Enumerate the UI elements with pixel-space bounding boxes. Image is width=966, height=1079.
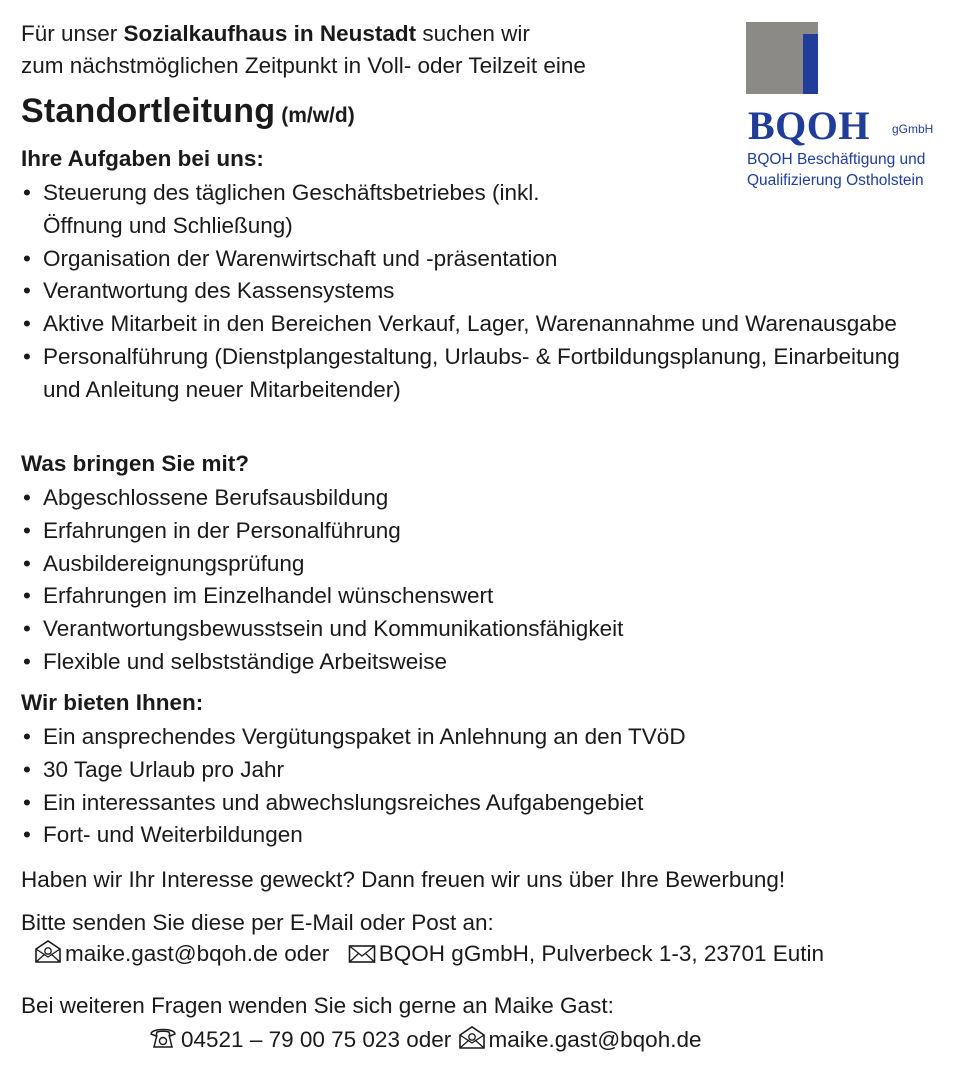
tasks-heading: Ihre Aufgaben bei uns: (21, 146, 264, 171)
list-item: • Verantwortung des Kassensystems (21, 275, 901, 308)
logo-tagline-1: BQOH Beschäftigung und (747, 151, 926, 168)
envelope-icon (348, 944, 376, 970)
intro-prefix: Für unser (21, 21, 124, 46)
questions-contact (148, 1026, 702, 1056)
job-title: Standortleitung (21, 92, 276, 130)
list-item: • Personalführung (Dienstplangestaltung, Urlaubs- & Fortbildungsplanung, Einarbeitung und Anleitung neuer Mitarbeitender) (21, 341, 901, 407)
intro-line-2: zum nächstmöglichen Zeitpunkt in Voll- oder Teilzeit eine (21, 53, 586, 78)
send-instructions: Bitte senden Sie diese per E-Mail oder Post an: (21, 910, 494, 935)
list-item: • 30 Tage Urlaub pro Jahr (21, 754, 941, 787)
logo-legal-form: gGmbH (892, 122, 934, 136)
application-contact (34, 940, 824, 970)
list-item: • Aktive Mitarbeit in den Bereichen Verkauf, Lager, Warenannahme und Warenausgabe (21, 308, 901, 341)
email-icon (458, 1026, 486, 1056)
requirements-heading: Was bringen Sie mit? (21, 451, 249, 476)
postal-address: BQOH gGmbH, Pulverbeck 1-3, 23701 Eutin (378, 941, 825, 966)
tasks-list (21, 177, 901, 407)
job-title-gender: (m/w/d) (281, 104, 355, 127)
intro-text (21, 18, 721, 82)
intro-location: Sozialkaufhaus in Neustadt (123, 21, 417, 46)
page-title (21, 92, 355, 131)
list-item: • Erfahrungen in der Personalführung (21, 515, 941, 548)
list-item: • Steuerung des täglichen Geschäftsbetriebes (inkl. Öffnung und Schließung) (21, 177, 603, 243)
intro-suffix: suchen wir (416, 21, 530, 46)
list-item: • Abgeschlossene Berufsausbildung (21, 482, 941, 515)
list-item: • Erfahrungen im Einzelhandel wünschenswert (21, 580, 941, 613)
list-item: • Ein interessantes und abwechslungsreiches Aufgabengebiet (21, 787, 941, 820)
email-link[interactable]: maike.gast@bqoh.de (65, 941, 278, 966)
list-item: • Fort- und Weiterbildungen (21, 819, 941, 852)
offer-list (21, 721, 941, 852)
bqoh-logo (746, 22, 956, 192)
email-link[interactable]: maike.gast@bqoh.de (488, 1027, 702, 1052)
email-icon (34, 940, 62, 970)
logo-brand: BQOH (748, 103, 871, 148)
list-item: • Ausbildereignungsprüfung (21, 548, 941, 581)
logo-blue-bar (803, 34, 818, 94)
phone-number[interactable]: 04521 – 79 00 75 023 (181, 1027, 400, 1052)
list-item: • Flexible und selbstständige Arbeitsweise (21, 646, 941, 679)
questions-text: Bei weiteren Fragen wenden Sie sich gerne an Maike Gast: (21, 993, 614, 1018)
or-text: oder (277, 941, 336, 966)
offer-heading: Wir bieten Ihnen: (21, 690, 204, 715)
list-item: • Verantwortungsbewusstsein und Kommunikationsfähigkeit (21, 613, 941, 646)
list-item: • Organisation der Warenwirtschaft und -präsentation (21, 243, 901, 276)
list-item: • Ein ansprechendes Vergütungspaket in Anlehnung an den TVöD (21, 721, 941, 754)
or-text: oder (399, 1027, 458, 1052)
phone-icon (148, 1026, 178, 1056)
interest-text: Haben wir Ihr Interesse geweckt? Dann freuen wir uns über Ihre Bewerbung! (21, 867, 786, 892)
requirements-list (21, 482, 941, 679)
logo-tagline-2: Qualifizierung Ostholstein (747, 172, 924, 189)
